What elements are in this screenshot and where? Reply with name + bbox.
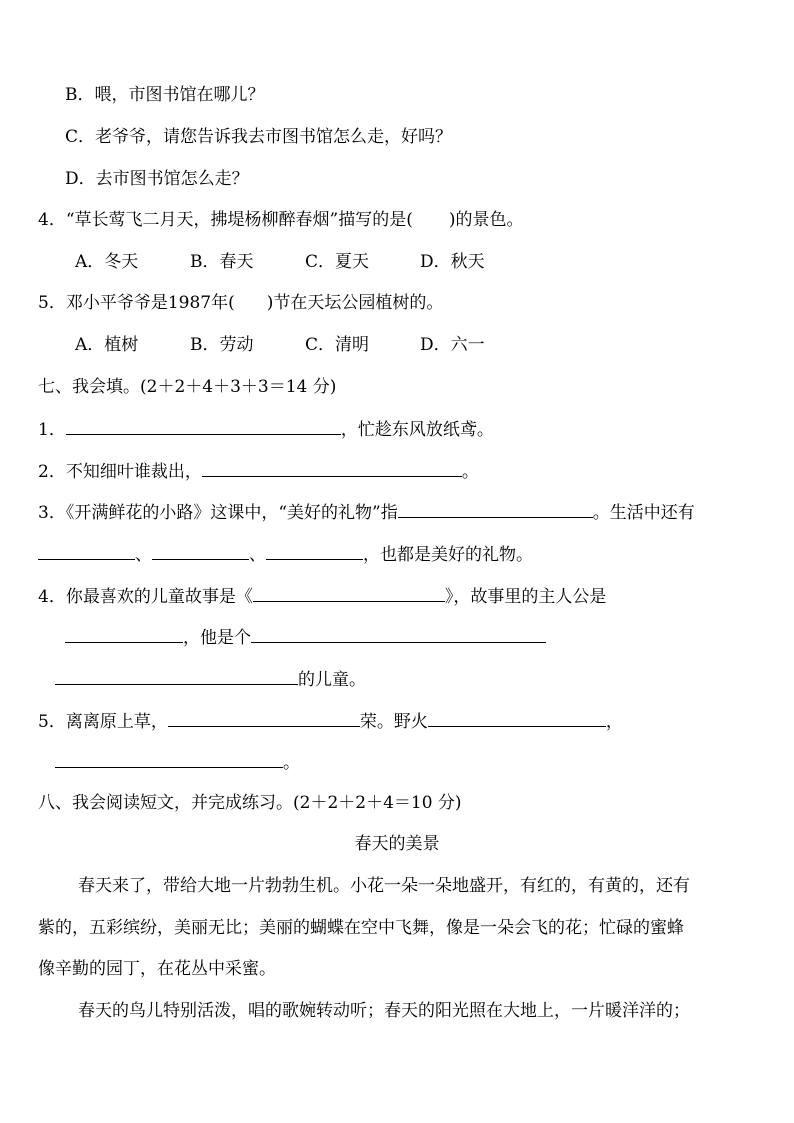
s7-q3-sep: 、 [135, 545, 152, 565]
q5-option: A．植树 [75, 335, 139, 355]
s7-q3-sep: 、 [249, 545, 266, 565]
q4-option: C．夏天 [305, 252, 370, 272]
q4-option: A．冬天 [75, 252, 139, 272]
s7-q4-blank[interactable] [251, 624, 546, 643]
q4-stem-post: )的景色。 [448, 210, 524, 230]
q5-option: D．六一 [420, 335, 485, 355]
s7-q4-text-l3: 的儿童。 [298, 670, 366, 690]
s7-q5-blank[interactable] [168, 708, 360, 727]
q4-option: D．秋天 [420, 252, 485, 272]
passage-line: 春天来了，带给大地一片勃勃生机。小花一朵一朵地盛开，有红的，有黄的，还有 [78, 876, 690, 896]
s7-q5-end: 。 [283, 753, 300, 773]
s7-q4-text: 4．你最喜欢的儿童故事是《 [38, 587, 253, 607]
s7-q5-text-post: ， [605, 712, 623, 732]
q5-option: B．劳动 [190, 335, 254, 355]
s7-q4-text-l2: ，他是个 [183, 628, 251, 648]
s7-q5-blank[interactable] [55, 749, 283, 768]
q4-options [75, 250, 485, 274]
s7-q4 [38, 583, 606, 609]
s7-q5-line2 [55, 749, 300, 775]
q5-stem [38, 291, 443, 315]
s7-q3-text-post: 。生活中还有 [592, 503, 695, 523]
s7-q3-blank[interactable] [398, 499, 593, 518]
q5-stem-pre: 5．邓小平爷爷是1987年( [38, 293, 235, 313]
s7-q5-text: 5．离离原上草， [38, 712, 168, 732]
s7-q4-blank[interactable] [65, 624, 183, 643]
s7-q3-blank[interactable] [38, 541, 135, 560]
s7-q4-line2 [65, 624, 546, 650]
s7-q2-blank[interactable] [202, 458, 462, 477]
q3-option-d: D．去市图书馆怎么走？ [65, 169, 249, 189]
q5-options [75, 333, 485, 357]
q4-stem-pre: 4．“草长莺飞二月天，拂堤杨柳醉春烟”描写的是( [38, 210, 413, 230]
s7-q3-line2 [38, 541, 533, 567]
passage-title: 春天的美景 [354, 834, 440, 854]
s7-q3-blank[interactable] [266, 541, 363, 560]
s7-q5 [38, 708, 623, 734]
section8-heading: 八、我会阅读短文，并完成练习。(2＋2＋2＋4＝10 分) [38, 793, 462, 813]
q4-option: B．春天 [190, 252, 254, 272]
s7-q3 [38, 499, 695, 525]
s7-q1 [38, 416, 494, 442]
s7-q2-end: 。 [461, 462, 479, 482]
q4-stem [38, 208, 523, 232]
s7-q5-text-mid: 荣。野火 [359, 712, 428, 732]
q5-stem-post: )节在天坛公园植树的。 [266, 293, 444, 313]
s7-q3-blank[interactable] [152, 541, 249, 560]
s7-q3-text: 3．《开满鲜花的小路》这课中，“美好的礼物”指 [38, 503, 398, 523]
s7-q2-text: 2．不知细叶谁裁出， [38, 462, 202, 482]
q3-option-c: C．老爷爷，请您告诉我去市图书馆怎么走，好吗？ [65, 127, 453, 147]
q3-option-b: B．喂，市图书馆在哪儿？ [65, 85, 265, 105]
s7-q3-tail: ，也都是美好的礼物。 [363, 545, 533, 565]
s7-q5-blank[interactable] [428, 708, 606, 727]
section7-heading: 七、我会填。(2＋2＋4＋3＋3＝14 分) [38, 377, 337, 397]
s7-q4-text-mid: 》，故事里的主人公是 [444, 587, 607, 607]
s7-q1-text: ，忙趁东风放纸鸢。 [340, 420, 494, 440]
s7-q2 [38, 458, 479, 484]
s7-q1-number: 1． [38, 420, 66, 440]
q5-option: C．清明 [305, 335, 370, 355]
s7-q1-blank[interactable] [66, 416, 341, 435]
s7-q4-blank[interactable] [253, 583, 445, 602]
passage-line: 春天的鸟儿特别活泼，唱的歌婉转动听；春天的阳光照在大地上，一片暖洋洋的； [78, 1001, 690, 1021]
s7-q4-line3 [55, 666, 366, 692]
passage-line: 紫的，五彩缤纷，美丽无比；美丽的蝴蝶在空中飞舞，像是一朵会飞的花；忙碌的蜜蜂 [38, 918, 684, 938]
passage-line: 像辛勤的园丁，在花丛中采蜜。 [38, 959, 276, 979]
s7-q4-blank[interactable] [55, 666, 298, 685]
